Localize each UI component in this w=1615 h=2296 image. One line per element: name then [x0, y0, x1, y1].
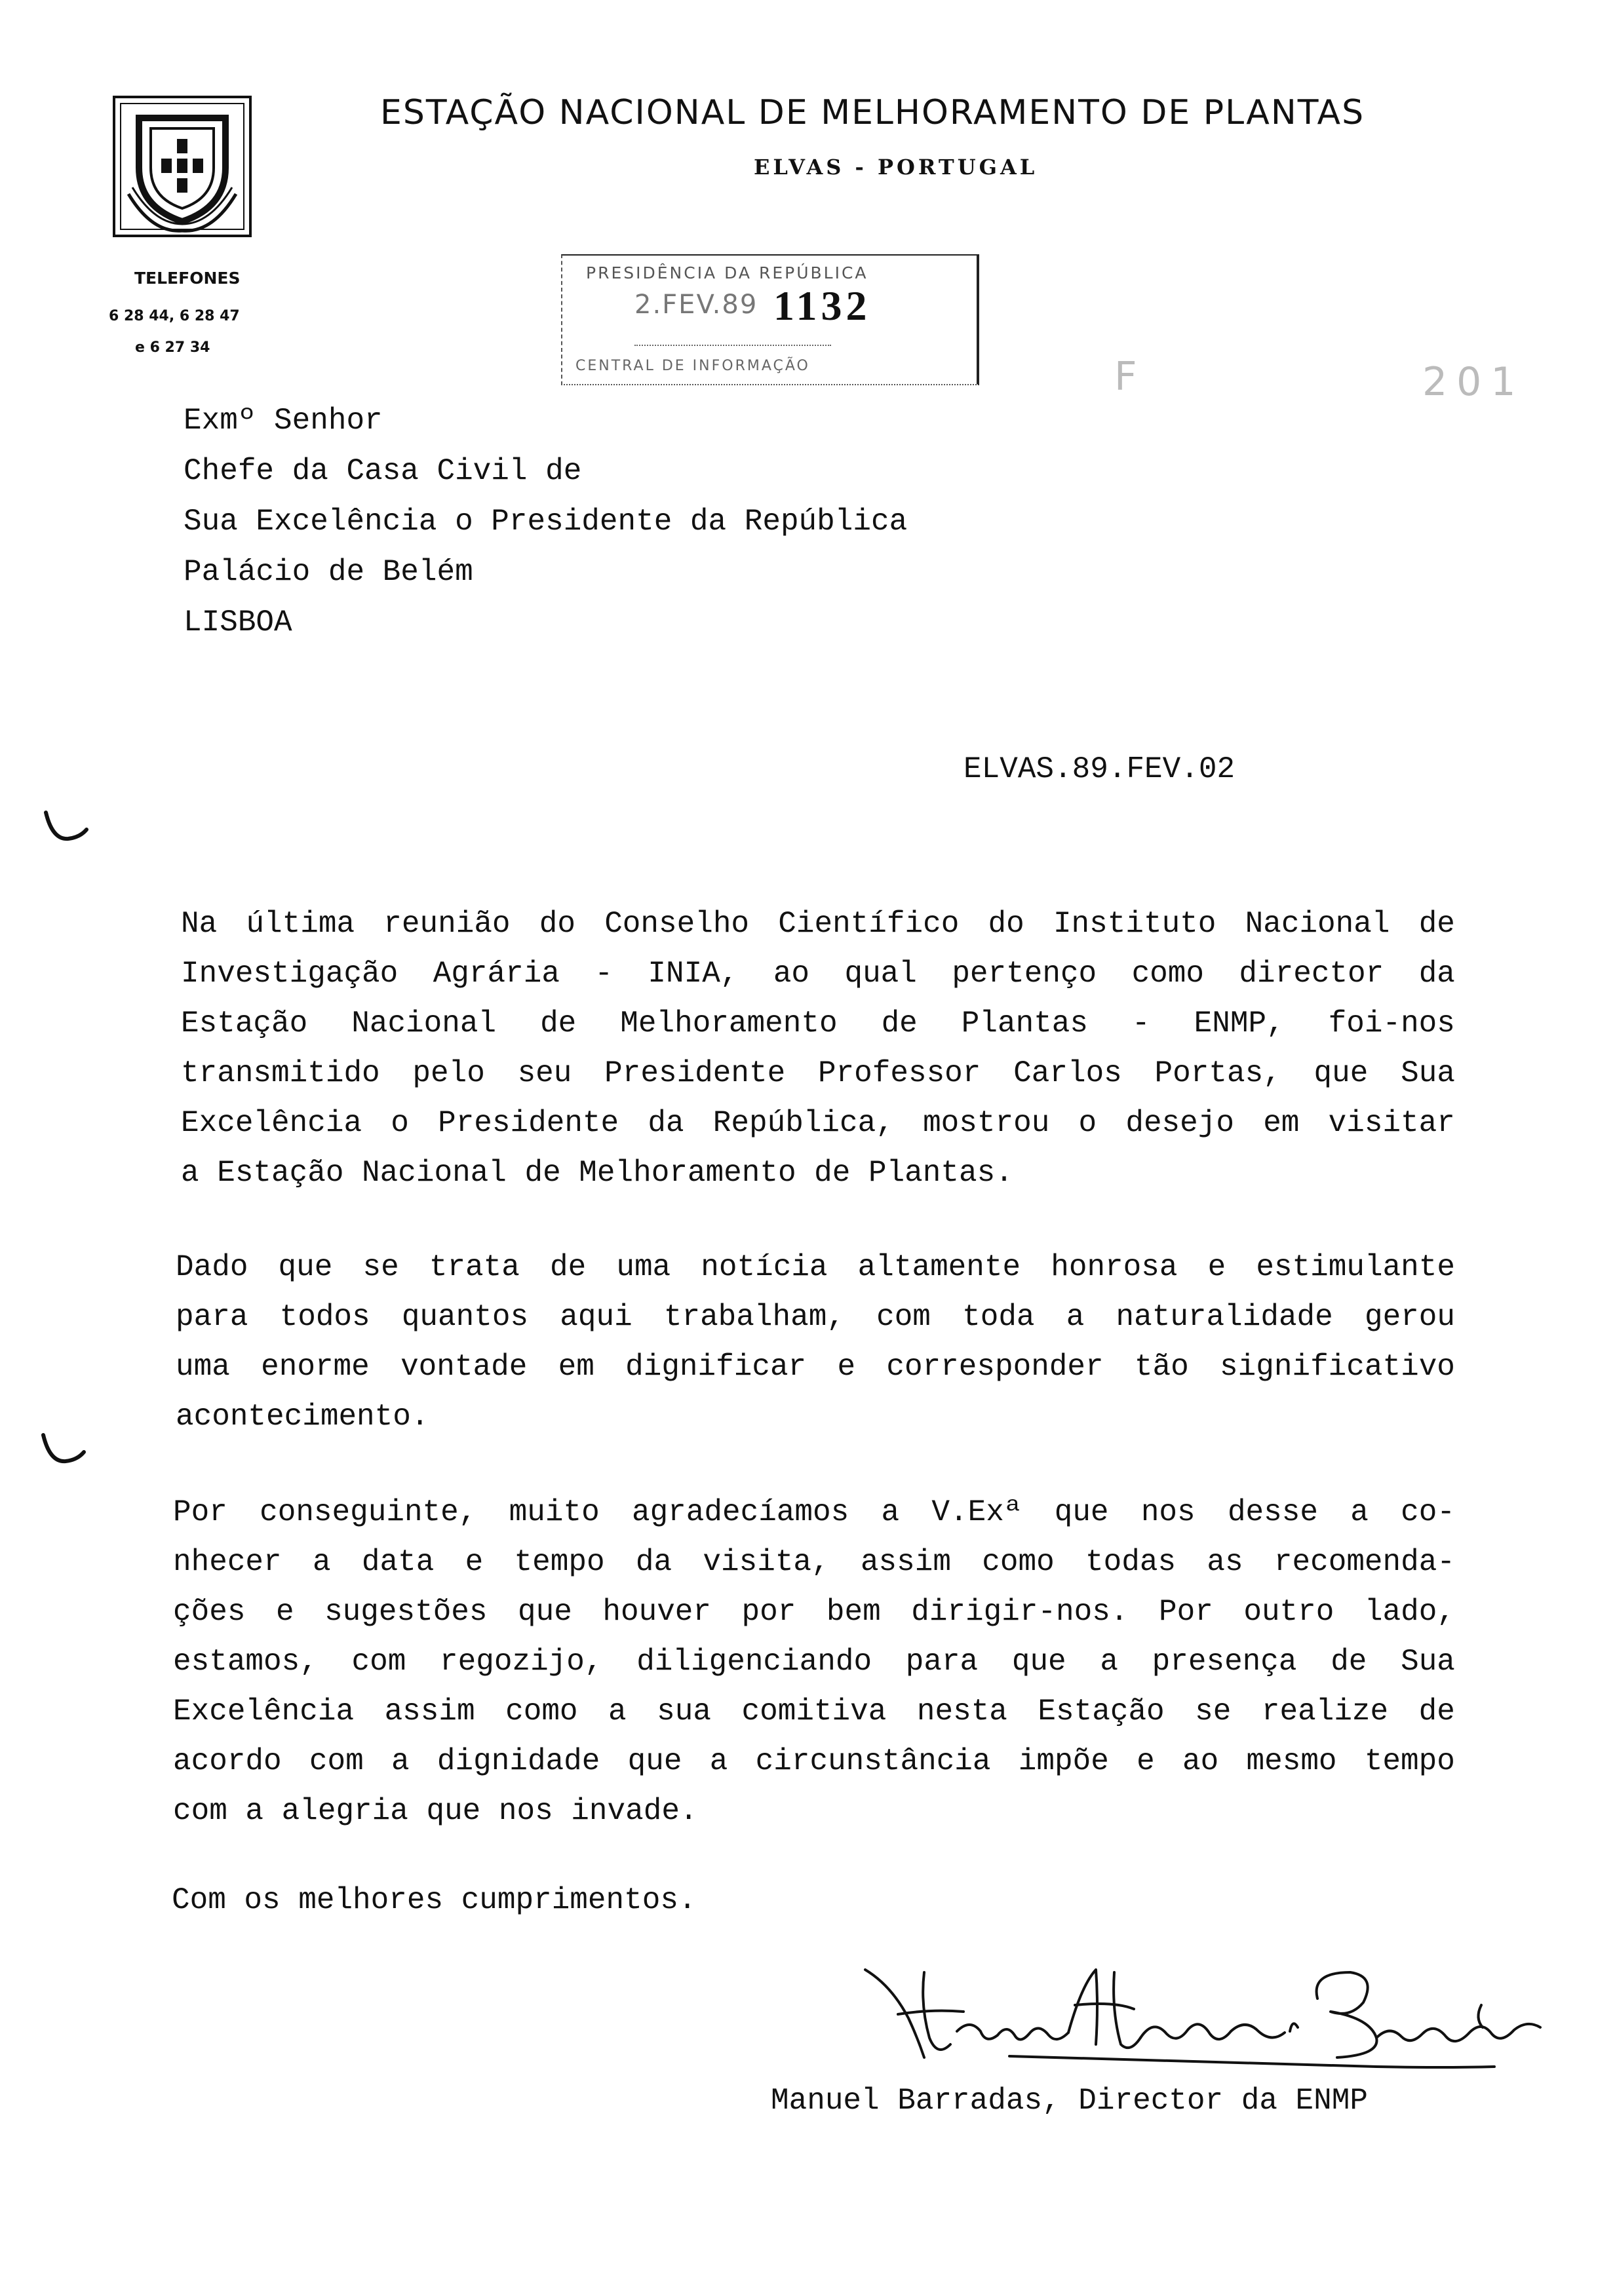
word: Excelência — [173, 1694, 355, 1729]
word: visita, — [703, 1545, 830, 1579]
word: Carlos — [1013, 1056, 1122, 1090]
word: ENMP, — [1194, 1006, 1285, 1041]
paragraph-line — [176, 1292, 1455, 1342]
paragraph-line — [181, 999, 1455, 1048]
paragraph-line — [173, 1537, 1455, 1587]
word: dignificar — [625, 1350, 807, 1384]
word: Científico — [778, 907, 960, 941]
word: estamos, — [173, 1645, 318, 1679]
word: ao — [773, 957, 810, 991]
word: assim — [860, 1545, 951, 1579]
word: Por — [1159, 1595, 1213, 1629]
registry-stamp — [561, 254, 979, 385]
coat-of-arms-logo — [113, 96, 252, 237]
word: com — [351, 1645, 406, 1679]
word: altamente — [857, 1250, 1021, 1284]
word: corresponder — [886, 1350, 1104, 1384]
word: Professor — [817, 1056, 981, 1090]
word: que — [627, 1744, 682, 1778]
word: estimulante — [1256, 1250, 1455, 1284]
word: Nacional — [351, 1006, 497, 1041]
word: que — [518, 1595, 572, 1629]
word: em — [558, 1350, 594, 1384]
word: Instituto — [1053, 907, 1216, 941]
word: para — [905, 1645, 979, 1679]
word: se — [1195, 1694, 1232, 1729]
word: enorme — [261, 1350, 370, 1384]
word: - — [594, 957, 613, 991]
paragraph-line — [181, 1148, 1455, 1198]
word: sugestões — [324, 1595, 488, 1629]
word: pelo — [412, 1056, 485, 1090]
word: nos — [1140, 1495, 1196, 1529]
signer-name-title: Manuel Barradas, Director da ENMP — [771, 2084, 1368, 2118]
paragraph-line — [181, 899, 1455, 949]
word: INIA, — [648, 957, 739, 991]
paragraph-line — [176, 1342, 1455, 1392]
word: regozijo, — [440, 1645, 603, 1679]
word: pertenço — [952, 957, 1097, 991]
word: com — [876, 1300, 931, 1334]
word: naturalidade — [1116, 1300, 1333, 1334]
word: tempo — [1364, 1744, 1455, 1778]
recipient-address — [184, 396, 907, 648]
word: da — [648, 1106, 684, 1140]
paragraph-line — [173, 1786, 1455, 1836]
paragraph-line — [181, 1048, 1455, 1098]
word: com a alegria que nos invade. — [173, 1794, 698, 1828]
word: realize — [1261, 1694, 1389, 1729]
word: houver — [602, 1595, 712, 1629]
body-paragraph — [173, 1487, 1455, 1836]
word: reunião — [383, 907, 511, 941]
faint-margin-number: 201 — [1422, 359, 1525, 405]
word: dirigir-nos. — [911, 1595, 1129, 1629]
word: bem — [826, 1595, 881, 1629]
word: Nacional — [1245, 907, 1390, 941]
word: o — [1078, 1106, 1097, 1140]
word: a — [709, 1744, 728, 1778]
word: Conselho — [604, 907, 750, 941]
word: foi-nos — [1328, 1006, 1455, 1041]
word: Sua — [1401, 1645, 1455, 1679]
word: ao — [1182, 1744, 1219, 1778]
word: director — [1239, 957, 1384, 991]
word: - — [1132, 1006, 1150, 1041]
word: trata — [429, 1250, 520, 1284]
paragraph-line — [181, 1098, 1455, 1148]
word: notícia — [701, 1250, 828, 1284]
paragraph-line — [176, 1392, 1455, 1442]
word: vontade — [400, 1350, 528, 1384]
address-line: Chefe da Casa Civil de — [184, 454, 582, 488]
word: Excelência — [181, 1106, 362, 1140]
stamp-divider — [634, 345, 831, 346]
word: da — [1418, 957, 1455, 991]
word: da — [635, 1545, 672, 1579]
paragraph-line — [173, 1637, 1455, 1687]
word: Plantas — [961, 1006, 1089, 1041]
word: como — [505, 1694, 578, 1729]
word: Portas, — [1154, 1056, 1281, 1090]
address-line: LISBOA — [184, 605, 292, 640]
word: como — [1131, 957, 1204, 991]
word: desejo — [1125, 1106, 1234, 1140]
word: acontecimento. — [176, 1400, 429, 1434]
word: Na — [181, 907, 218, 941]
word: aqui — [560, 1300, 632, 1334]
word: e — [1137, 1744, 1155, 1778]
word: do — [988, 907, 1024, 941]
word: Sua — [1401, 1056, 1455, 1090]
word: a — [1350, 1495, 1369, 1529]
word: Estação — [1038, 1694, 1165, 1729]
word: que — [1054, 1495, 1109, 1529]
word: uma — [176, 1350, 230, 1384]
signature — [852, 1946, 1547, 2077]
word: sua — [657, 1694, 711, 1729]
organization-name: ESTAÇÃO NACIONAL DE MELHORAMENTO DE PLANTAS — [380, 93, 1365, 132]
word: Agrária — [433, 957, 560, 991]
stamp-division: CENTRAL DE INFORMAÇÃO — [575, 358, 810, 374]
organization-location: ELVAS - PORTUGAL — [754, 155, 1038, 180]
word: para — [176, 1300, 248, 1334]
paragraph-line — [173, 1687, 1455, 1736]
word: desse — [1227, 1495, 1318, 1529]
word: transmitido — [181, 1056, 380, 1090]
word: Melhoramento — [620, 1006, 838, 1041]
word: V.Exª — [931, 1495, 1022, 1529]
word: de — [550, 1250, 587, 1284]
word: toda — [962, 1300, 1035, 1334]
word: acordo — [173, 1744, 282, 1778]
body-paragraph — [176, 1242, 1455, 1442]
body-paragraph — [181, 899, 1455, 1198]
word: de — [1418, 907, 1455, 941]
word: muito — [509, 1495, 600, 1529]
word: como — [982, 1545, 1055, 1579]
word: Investigação — [181, 957, 399, 991]
paragraph-line — [176, 1242, 1455, 1292]
paragraph-line — [173, 1587, 1455, 1637]
word: Dado — [176, 1250, 248, 1284]
word: o — [391, 1106, 409, 1140]
word: todos — [279, 1300, 370, 1334]
word: do — [539, 907, 575, 941]
word: comitiva — [741, 1694, 887, 1729]
paragraph-line — [181, 949, 1455, 999]
word: que — [278, 1250, 333, 1284]
word: circunstância — [755, 1744, 991, 1778]
word: uma — [616, 1250, 671, 1284]
word: todas — [1085, 1545, 1177, 1579]
word: qual — [844, 957, 917, 991]
word: de — [881, 1006, 918, 1041]
punch-hole-mark — [37, 1428, 89, 1468]
word: a — [312, 1545, 331, 1579]
closing-salutation: Com os melhores cumprimentos. — [172, 1883, 697, 1917]
word: de — [1418, 1694, 1455, 1729]
word: outro — [1243, 1595, 1334, 1629]
word: com — [309, 1744, 364, 1778]
word: seu — [517, 1056, 572, 1090]
paragraph-line — [173, 1736, 1455, 1786]
word: impõe — [1018, 1744, 1109, 1778]
word: tempo — [514, 1545, 605, 1579]
word: Presidente — [438, 1106, 619, 1140]
word: de — [1331, 1645, 1367, 1679]
word: agradecíamos — [631, 1495, 849, 1529]
stamp-date: 2.FEV.89 — [634, 290, 758, 320]
word: data — [361, 1545, 435, 1579]
word: e — [1207, 1250, 1226, 1284]
word: a — [1066, 1300, 1085, 1334]
word: a — [608, 1694, 627, 1729]
word: Presidente — [604, 1056, 786, 1090]
word: que — [1011, 1645, 1066, 1679]
punch-hole-mark — [39, 806, 92, 845]
word: em — [1263, 1106, 1300, 1140]
word: diligenciando — [636, 1645, 872, 1679]
word: significativo — [1220, 1350, 1455, 1384]
word: por — [741, 1595, 796, 1629]
word: conseguinte, — [260, 1495, 477, 1529]
phone-numbers-line-1: 6 28 44, 6 28 47 — [109, 308, 240, 324]
word: visitar — [1328, 1106, 1455, 1140]
address-line: Exmº Senhor — [184, 404, 383, 438]
word: e — [275, 1595, 294, 1629]
word: se — [362, 1250, 399, 1284]
word: de — [540, 1006, 577, 1041]
letter-date: ELVAS.89.FEV.02 — [963, 752, 1236, 786]
word: lado, — [1364, 1595, 1455, 1629]
word: quantos — [401, 1300, 529, 1334]
phones-label: TELEFONES — [134, 269, 241, 288]
word: a — [881, 1495, 900, 1529]
stamp-number: 1132 — [773, 282, 871, 329]
word: a — [391, 1744, 410, 1778]
word: a Estação Nacional de Melhoramento de Plantas. — [181, 1156, 1013, 1190]
word: última — [246, 907, 355, 941]
word: honrosa — [1051, 1250, 1178, 1284]
word: que — [1313, 1056, 1369, 1090]
word: nesta — [916, 1694, 1007, 1729]
word: as — [1207, 1545, 1243, 1579]
word: República, — [712, 1106, 894, 1140]
word: Por — [173, 1495, 227, 1529]
word: trabalham, — [663, 1300, 845, 1334]
faint-margin-mark: F — [1114, 354, 1149, 400]
stamp-organization: PRESIDÊNCIA DA REPÚBLICA — [586, 263, 868, 282]
address-line: Sua Excelência o Presidente da República — [184, 505, 908, 539]
word: co- — [1401, 1495, 1455, 1529]
word: mostrou — [923, 1106, 1050, 1140]
word: presença — [1152, 1645, 1297, 1679]
word: e — [837, 1350, 856, 1384]
word: assim — [384, 1694, 475, 1729]
word: tão — [1134, 1350, 1189, 1384]
word: mesmo — [1246, 1744, 1337, 1778]
word: ções — [173, 1595, 246, 1629]
paragraph-line — [173, 1487, 1455, 1537]
word: a — [1100, 1645, 1118, 1679]
word: Estação — [181, 1006, 308, 1041]
word: recomenda- — [1274, 1545, 1455, 1579]
word: dignidade — [437, 1744, 600, 1778]
address-line: Palácio de Belém — [184, 555, 473, 589]
word: nhecer — [173, 1545, 282, 1579]
word: gerou — [1364, 1300, 1455, 1334]
phone-numbers-line-2: e 6 27 34 — [135, 339, 210, 356]
word: e — [465, 1545, 484, 1579]
